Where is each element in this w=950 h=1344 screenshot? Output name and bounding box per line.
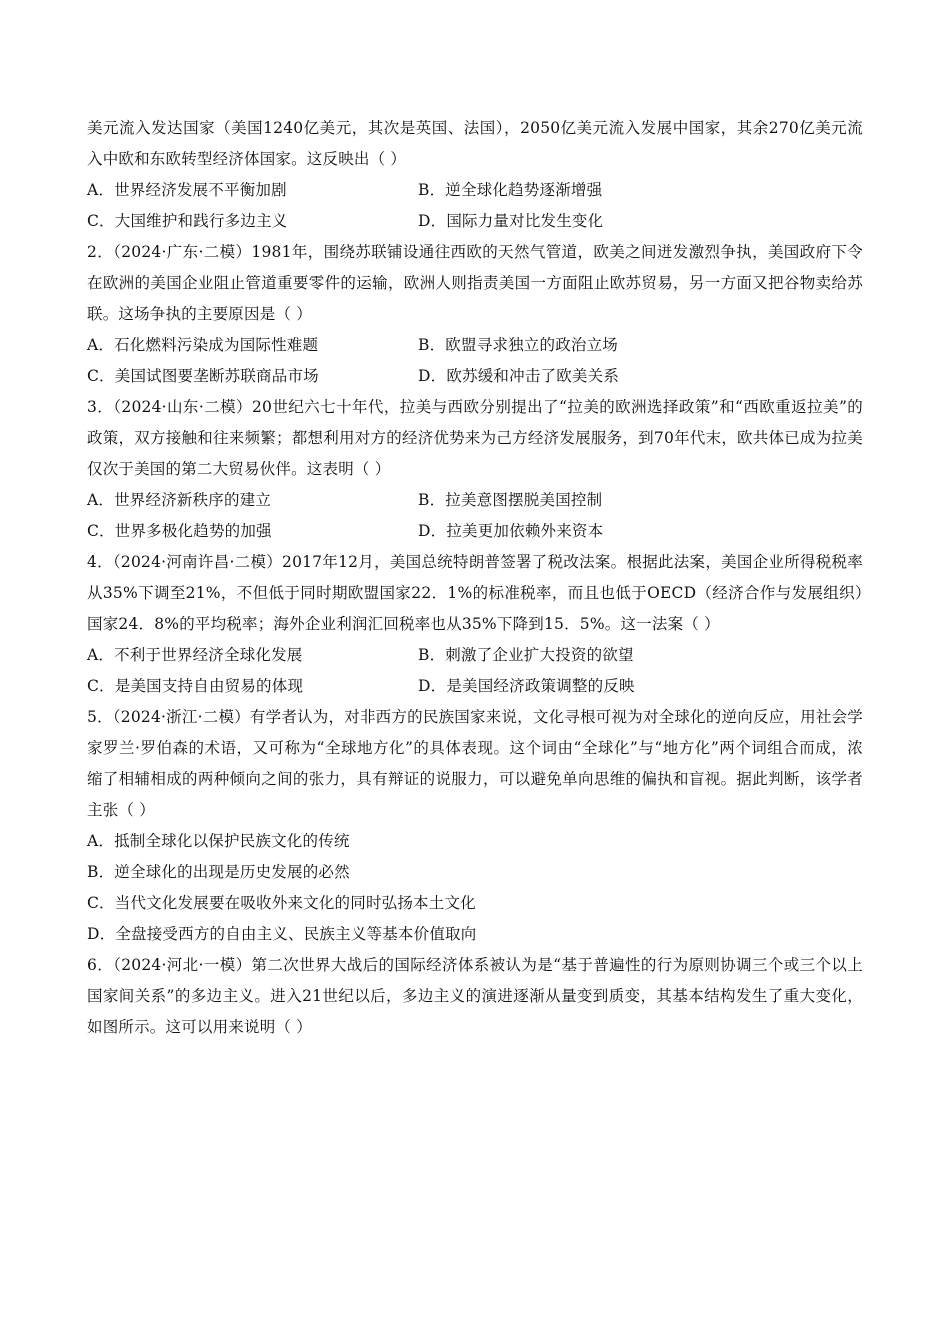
question-2-option-d[interactable]: D．欧苏缓和冲击了欧美关系: [418, 367, 620, 385]
question-3-option-a[interactable]: A．世界经济新秩序的建立: [87, 491, 272, 509]
question-4-options-row-1: [87, 640, 863, 671]
question-2-option-b[interactable]: B．欧盟寻求独立的政治立场: [418, 336, 618, 354]
question-5-option-b[interactable]: B．逆全球化的出现是历史发展的必然: [87, 863, 350, 881]
question-2-options-row-1: [87, 330, 863, 361]
question-1-option-d[interactable]: D．国际力量对比发生变化: [418, 212, 604, 230]
question-1-option-a[interactable]: A．世界经济发展不平衡加剧: [87, 181, 287, 199]
question-2-stem: 2．（2024·广东·二模）1981年，围绕苏联铺设通往西欧的天然气管道，欧美之间迸发激烈争执，美国政府下令在欧洲的美国企业阻止管道重要零件的运输，欧洲人则指责美国一方面阻止欧苏贸易，另一方面又把谷物卖给苏联。这场争执的主要原因是（ ）: [87, 243, 863, 323]
question-6-stem: 6．（2024·河北·一模）第二次世界大战后的国际经济体系被认为是“基于普遍性的行为原则协调三个或三个以上国家间关系”的多边主义。进入21世纪以后，多边主义的演进逐渐从量变到质变，其基本结构发生了重大变化，如图所示。这可以用来说明（ ）: [87, 956, 863, 1036]
question-3-options-row-1: [87, 485, 863, 516]
question-4-option-d[interactable]: D．是美国经济政策调整的反映: [418, 677, 635, 695]
question-4-stem: 4．（2024·河南许昌·二模）2017年12月，美国总统特朗普签署了税改法案。根据此法案，美国企业所得税税率从35%下调至21%，不但低于同时期欧盟国家22．1%的标准税率，而且也低于OECD（经济合作与发展组织）国家24．8%的平均税率；海外企业利润汇回税率也从35%下降到15．5%。这一法案（ ）: [87, 553, 863, 633]
question-5-stem: 5．（2024·浙江·二模）有学者认为，对非西方的民族国家来说，文化寻根可视为对全球化的逆向反应，用社会学家罗兰·罗伯森的术语，又可称为“全球地方化”的具体表现。这个词由“全球化”与“地方化”两个词组合而成，浓缩了相辅相成的两种倾向之间的张力，具有辩证的说服力，可以避免单向思维的偏执和盲视。据此判断，该学者主张（ ）: [87, 708, 863, 819]
question-2-options-row-2: [87, 361, 863, 392]
question-4-option-a[interactable]: A．不利于世界经济全球化发展: [87, 646, 303, 664]
question-3-stem: 3．（2024·山东·二模）20世纪六七十年代，拉美与西欧分别提出了“拉美的欧洲选择政策”和“西欧重返拉美”的政策，双方接触和往来频繁；都想利用对方的经济优势来为己方经济发展服务，到70年代末，欧共体已成为拉美仅次于美国的第二大贸易伙伴。这表明（ ）: [87, 398, 863, 478]
question-3-option-d[interactable]: D．拉美更加依赖外来资本: [418, 522, 604, 540]
question-4-options-row-2: [87, 671, 863, 702]
question-5-option-d[interactable]: D．全盘接受西方的自由主义、民族主义等基本价值取向: [87, 925, 477, 943]
question-3-option-b[interactable]: B．拉美意图摆脱美国控制: [418, 491, 603, 509]
question-2-option-c[interactable]: C．美国试图要垄断苏联商品市场: [87, 367, 319, 385]
question-5-option-c[interactable]: C．当代文化发展要在吸收外来文化的同时弘扬本土文化: [87, 894, 476, 912]
question-3-option-c[interactable]: C．世界多极化趋势的加强: [87, 522, 272, 540]
question-5-option-a[interactable]: A．抵制全球化以保护民族文化的传统: [87, 832, 350, 850]
question-3-options-row-2: [87, 516, 863, 547]
question-1-option-b[interactable]: B．逆全球化趋势逐渐增强: [418, 181, 603, 199]
question-1-stem-continued: 美元流入发达国家（美国1240亿美元，其次是英国、法国），2050亿美元流入发展中国家，其余270亿美元流入中欧和东欧转型经济体国家。这反映出（ ）: [87, 119, 863, 168]
page-content: [87, 113, 863, 1043]
question-4-option-b[interactable]: B．刺激了企业扩大投资的欲望: [418, 646, 634, 664]
question-2-option-a[interactable]: A．石化燃料污染成为国际性难题: [87, 336, 319, 354]
question-4-option-c[interactable]: C．是美国支持自由贸易的体现: [87, 677, 304, 695]
question-1-option-c[interactable]: C．大国维护和践行多边主义: [87, 212, 288, 230]
question-1-options-row-1: [87, 175, 863, 206]
question-1-options-row-2: [87, 206, 863, 237]
